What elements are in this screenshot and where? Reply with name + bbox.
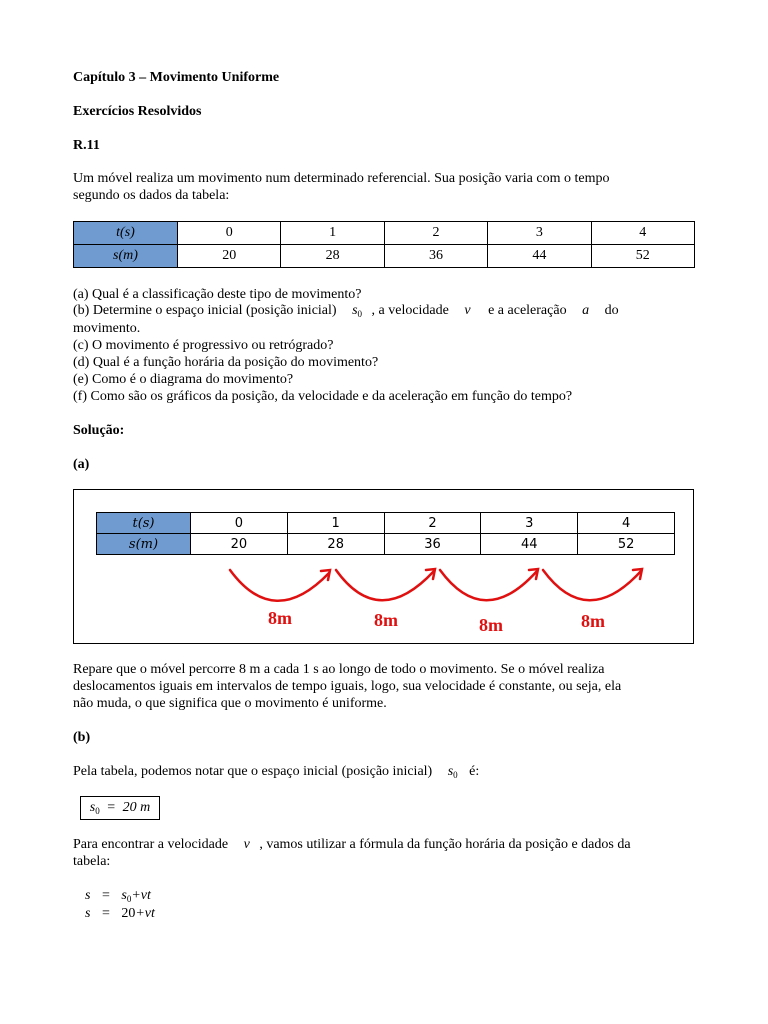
arc-4 xyxy=(543,570,641,600)
exercise-id: R.11 xyxy=(73,138,100,153)
equation-2 xyxy=(85,905,155,922)
question-c: (c) O movimento é progressivo ou retrógrado? xyxy=(73,338,334,353)
table-cell: 1 xyxy=(281,222,384,245)
question-d: (d) Qual é a função horária da posição do movimento? xyxy=(73,355,379,370)
symbol-s0: $s_0$ xyxy=(447,764,458,780)
figure-header-s: s(m) xyxy=(97,534,191,555)
part-b-label: (b) xyxy=(73,730,91,745)
figure-cell: 1 xyxy=(287,513,384,534)
boxed-eq-equals: = xyxy=(107,800,116,815)
table-header-t: t(s) xyxy=(74,222,178,245)
figure-cell: 2 xyxy=(384,513,481,534)
part-b-text-1-start: Pela tabela, podemos notar que o espaço inicial (posição inicial) xyxy=(73,764,433,779)
table-cell: 52 xyxy=(591,245,694,268)
arc-2 xyxy=(336,570,434,600)
eq2-equals: = xyxy=(101,906,110,921)
table-row-position xyxy=(74,245,695,268)
arc-3 xyxy=(440,570,537,600)
chapter-title: Capítulo 3 – Movimento Uniforme xyxy=(73,70,280,85)
figure-cell: 20 xyxy=(191,534,288,555)
intro-line-2: segundo os dados da tabela: xyxy=(73,188,230,203)
figure-cell: 3 xyxy=(481,513,578,534)
question-f: (f) Como são os gráficos da posição, da velocidade e da aceleração em função do tempo? xyxy=(73,389,573,404)
table-header-s: s(m) xyxy=(74,245,178,268)
question-a: (a) Qual é a classificação deste tipo de movimento? xyxy=(73,287,362,302)
motion-figure xyxy=(73,489,694,644)
part-b-text-1-end: é: xyxy=(469,764,480,779)
figure-cell: 44 xyxy=(481,534,578,555)
section-title: Exercícios Resolvidos xyxy=(73,104,202,119)
part-b-text-1 xyxy=(73,763,479,784)
table-cell: 2 xyxy=(384,222,487,245)
question-b-part2: , a velocidade xyxy=(371,303,449,318)
figure-cell: 28 xyxy=(287,534,384,555)
figure-header-t: t(s) xyxy=(97,513,191,534)
figure-cell: 0 xyxy=(191,513,288,534)
question-b xyxy=(73,302,619,323)
figure-cell: 36 xyxy=(384,534,481,555)
eq1-equals: = xyxy=(101,888,110,903)
arcs-diagram xyxy=(74,490,693,643)
table-row-time xyxy=(74,222,695,245)
part-a-text-3: não muda, o que significa que o movimento é uniforme. xyxy=(73,696,387,711)
table-cell: 0 xyxy=(178,222,281,245)
table-cell: 28 xyxy=(281,245,384,268)
part-b-text-2-start: Para encontrar a velocidade xyxy=(73,837,229,852)
eq2-lhs: s xyxy=(85,906,91,921)
part-a-text-2: deslocamentos iguais em intervalos de tempo iguais, logo, sua velocidade é constante, ou seja, ela xyxy=(73,679,622,694)
table-cell: 44 xyxy=(488,245,591,268)
part-b-text-2-end: , vamos utilizar a fórmula da função horária da posição e dados da xyxy=(259,837,631,852)
part-a-text-1: Repare que o móvel percorre 8 m a cada 1 s ao longo de todo o movimento. Se o móvel realiza xyxy=(73,662,605,677)
question-e: (e) Como é o diagrama do movimento? xyxy=(73,372,294,387)
table-cell: 36 xyxy=(384,245,487,268)
table-cell: 20 xyxy=(178,245,281,268)
question-b-part1: (b) Determine o espaço inicial (posição inicial) xyxy=(73,303,337,318)
symbol-a: a xyxy=(582,303,590,318)
question-b-part4: do xyxy=(604,303,619,318)
symbol-s0: $s_0$ xyxy=(352,303,363,319)
arc-label-1: 8m xyxy=(268,608,292,628)
intro-line-1: Um móvel realiza um movimento num determinado referencial. Sua posição varia com o tempo xyxy=(73,171,610,186)
figure-cell: 52 xyxy=(578,534,675,555)
arc-label-2: 8m xyxy=(374,610,398,630)
part-b-text-2 xyxy=(73,836,631,853)
boxed-equation xyxy=(80,796,160,820)
part-b-text-2-line2: tabela: xyxy=(73,854,111,869)
table-cell: 4 xyxy=(591,222,694,245)
arc-1 xyxy=(230,570,329,601)
eq2-rhs: 20+vt xyxy=(121,906,155,921)
symbol-v: v xyxy=(464,303,471,318)
figure-cell: 4 xyxy=(578,513,675,534)
solution-label: Solução: xyxy=(73,423,125,438)
boxed-eq-rhs: 20 m xyxy=(122,800,151,815)
question-b-line2: movimento. xyxy=(73,321,141,336)
eq1-rhs: $s_0+vt$ xyxy=(121,888,151,904)
table-cell: 3 xyxy=(488,222,591,245)
arc-label-3: 8m xyxy=(479,615,503,635)
eq1-lhs: s xyxy=(85,888,91,903)
boxed-eq-lhs: $s_0$ xyxy=(89,800,100,816)
part-a-label: (a) xyxy=(73,457,90,472)
arc-label-4: 8m xyxy=(581,611,605,631)
data-table xyxy=(73,221,695,268)
question-b-part3: e a aceleração xyxy=(488,303,567,318)
symbol-v: v xyxy=(243,837,250,852)
